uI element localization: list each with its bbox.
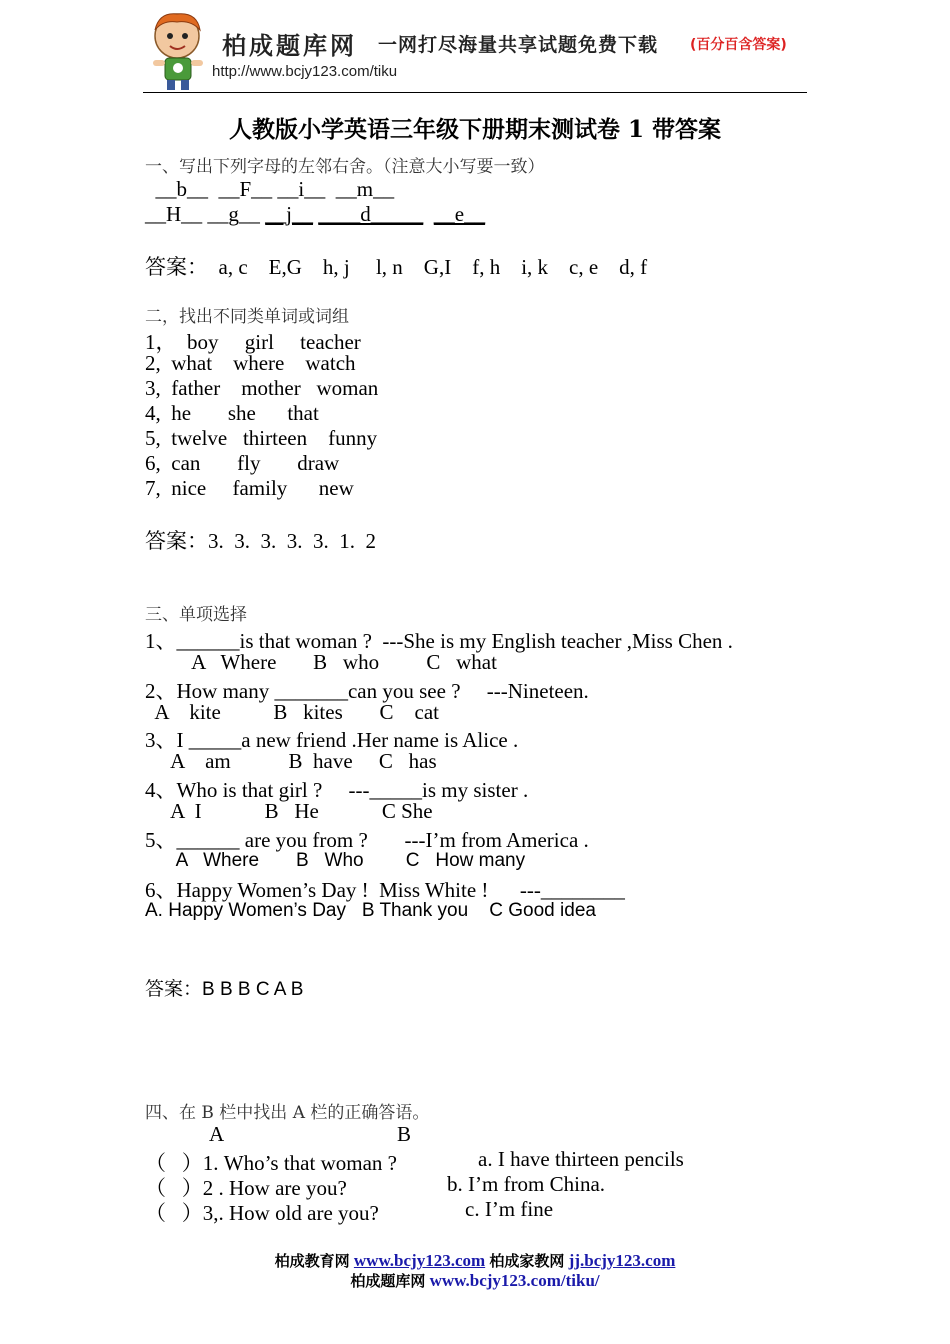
section-2-heading: 二，找出不同类单词或词组 [145,307,349,327]
s3-options: A. Happy Women’s Day B Thank you C Good idea [145,900,596,921]
s2-item: 4, he she that [145,401,319,425]
s3-options: A am B have C has [145,749,437,773]
s2-item: 3, father mother woman [145,376,379,400]
match-answer: a. I have thirteen pencils [478,1147,684,1171]
s1-blank-e: __e__ [433,202,486,226]
cartoon-mascot-icon [143,8,213,92]
footer-label: 柏成教育网 [274,1252,350,1270]
match-question: （ ）2 . How are you? [145,1176,347,1200]
section-4-heading: 四、在 B 栏中找出 A 栏的正确答语。 [145,1103,430,1123]
footer-line-2 [0,1270,950,1291]
s3-options: A I B He C She [145,799,433,823]
match-question: （ ）1. Who’s that woman ? [145,1151,397,1175]
s1-blank-h-g: __H__ __g__ [145,202,266,226]
s1-answer: 答案： a, c E,G h, j l, n G,I f, h i, k c, e d, f [145,255,648,279]
footer-link-tiku[interactable]: www.bcjy123.com/tiku/ [429,1271,600,1290]
s3-options: A Where B who C what [145,650,497,674]
section-1-heading: 一、写出下列字母的左邻右舍。（注意大小写要一致） [145,157,545,177]
s1-letters-row-2 [145,202,485,227]
footer-link-tutor[interactable]: jj.bcjy123.com [568,1251,676,1270]
s3-options: A kite B kites C cat [145,700,439,724]
footer-label: 柏成题库网 [350,1272,426,1290]
s1-blank-j: __j__ [265,202,314,226]
s3-question: 6、Happy Women’s Day ! Miss White ! ---________ [145,878,625,902]
s2-item: 1， boy girl teacher [145,330,361,354]
header-divider [143,92,807,93]
slogan-tag: (百分百含答案) [690,37,787,53]
s3-question: 5、______ are you from ? ---I’m from America . [145,828,589,852]
s3-options: A Where B Who C How many [145,850,526,871]
column-a-header: A [209,1122,225,1146]
page-title: 人教版小学英语三年级下册期末测试卷 1 带答案 [228,116,722,143]
footer-link-edu[interactable]: www.bcjy123.com [353,1251,486,1270]
s3-question: 3、I _____a new friend .Her name is Alice . [145,728,519,752]
s3-answer: 答案：B B B C A B [145,979,304,1000]
s2-item: 7, nice family new [145,476,354,500]
s2-item: 5, twelve thirteen funny [145,426,378,450]
section-3-heading: 三、单项选择 [145,605,247,625]
site-name: 柏成题库网 [222,31,357,60]
s1-blank-d: ____d_____ [318,202,424,226]
s3-question: 2、How many _______can you see ? ---Nineteen. [145,679,589,703]
site-url[interactable]: http://www.bcjy123.com/tiku [212,63,398,80]
match-answer: b. I’m from China. [447,1172,606,1196]
column-b-header: B [397,1122,412,1146]
footer-label: 柏成家教网 [489,1252,565,1270]
footer-line-1 [0,1250,950,1271]
site-slogan: 一网打尽海量共享试题免费下载 [378,34,659,56]
s2-item: 6, can fly draw [145,451,340,475]
s1-letters-row-1: __b__ __F__ __i__ __m__ [145,177,395,201]
s1-space-2 [423,202,434,226]
match-question: （ ）3,. How old are you? [145,1201,379,1225]
s2-item: 2, what where watch [145,351,356,375]
s2-answer: 答案：3. 3. 3. 3. 3. 1. 2 [145,529,376,553]
match-answer: c. I’m fine [465,1197,554,1221]
s3-question: 1、______is that woman ? ---She is my English teacher ,Miss Chen . [145,629,733,653]
s3-question: 4、Who is that girl ? ---_____is my sister . [145,778,529,802]
